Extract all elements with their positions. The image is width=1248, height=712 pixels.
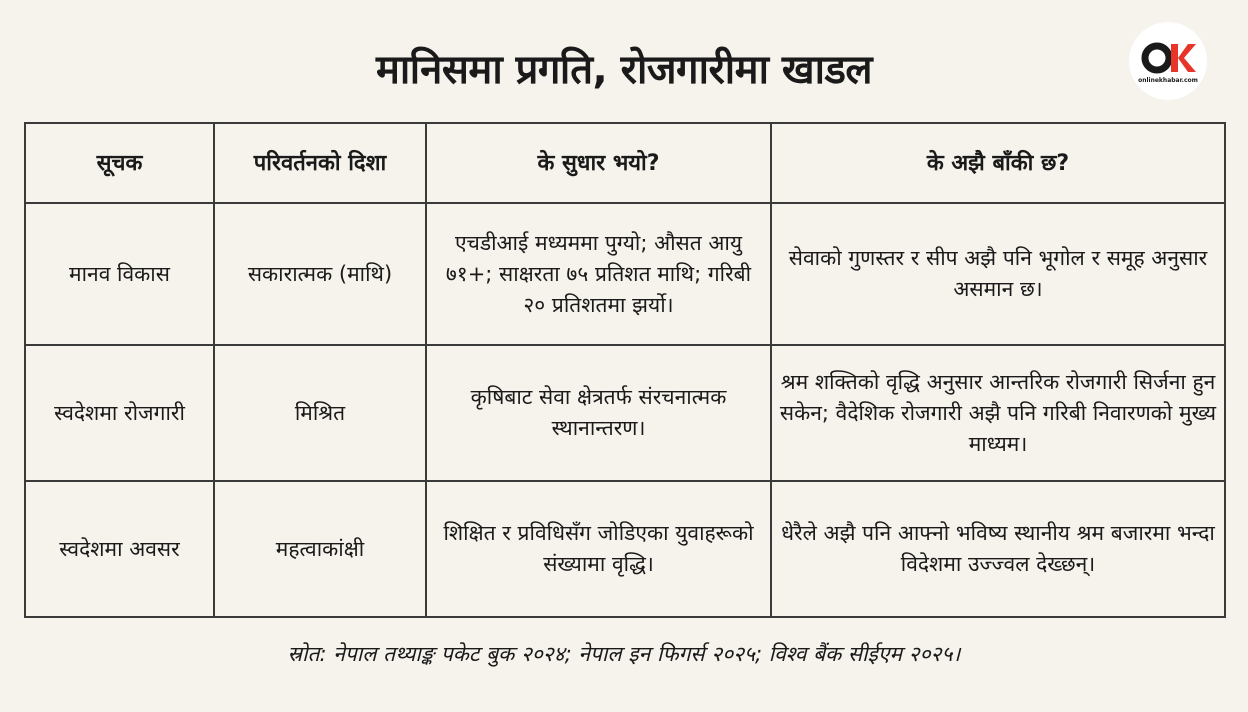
- cell-improved: शिक्षित र प्रविधिसँग जोडिएका युवाहरूको संख्यामा वृद्धि।: [426, 481, 771, 617]
- header-improved: के सुधार भयो?: [426, 123, 771, 203]
- cell-direction: मिश्रित: [214, 345, 426, 481]
- table-header-row: [25, 123, 1225, 203]
- table-row: [25, 345, 1225, 481]
- cell-direction: महत्वाकांक्षी: [214, 481, 426, 617]
- page-title: मानिसमा प्रगति, रोजगारीमा खाडल: [376, 47, 872, 93]
- comparison-table: [24, 122, 1226, 618]
- cell-improved: एचडीआई मध्यममा पुग्यो; औसत आयु ७१+; साक्षरता ७५ प्रतिशत माथि; गरिबी २० प्रतिशतमा झर्यो।: [426, 203, 771, 345]
- cell-improved: कृषिबाट सेवा क्षेत्रतर्फ संरचनात्मक स्थानान्तरण।: [426, 345, 771, 481]
- table-row: [25, 203, 1225, 345]
- cell-remaining: धेरैले अझै पनि आफ्नो भविष्य स्थानीय श्रम बजारमा भन्दा विदेशमा उज्ज्वल देख्छन्।: [771, 481, 1225, 617]
- onlinekhabar-logo: [1129, 22, 1207, 100]
- cell-indicator: मानव विकास: [25, 203, 214, 345]
- cell-remaining: सेवाको गुणस्तर र सीप अझै पनि भूगोल र समूह अनुसार असमान छ।: [771, 203, 1225, 345]
- header-direction: परिवर्तनको दिशा: [214, 123, 426, 203]
- header-indicator: सूचक: [25, 123, 214, 203]
- logo-brand-text: onlinekhabar.com: [1138, 77, 1198, 84]
- ok-logo-icon: [1129, 22, 1207, 100]
- cell-remaining: श्रम शक्तिको वृद्धि अनुसार आन्तरिक रोजगारी सिर्जना हुन सकेन; वैदेशिक रोजगारी अझै पनि गरिबी निवारणको मुख्य माध्यम।: [771, 345, 1225, 481]
- header-remaining: के अझै बाँकी छ?: [771, 123, 1225, 203]
- cell-direction: सकारात्मक (माथि): [214, 203, 426, 345]
- cell-indicator: स्वदेशमा अवसर: [25, 481, 214, 617]
- source-note: स्रोत: नेपाल तथ्याङ्क पकेट बुक २०२४; नेपाल इन फिगर्स २०२५; विश्व बैंक सीईएम २०२५।: [287, 642, 961, 666]
- cell-indicator: स्वदेशमा रोजगारी: [25, 345, 214, 481]
- table-row: [25, 481, 1225, 617]
